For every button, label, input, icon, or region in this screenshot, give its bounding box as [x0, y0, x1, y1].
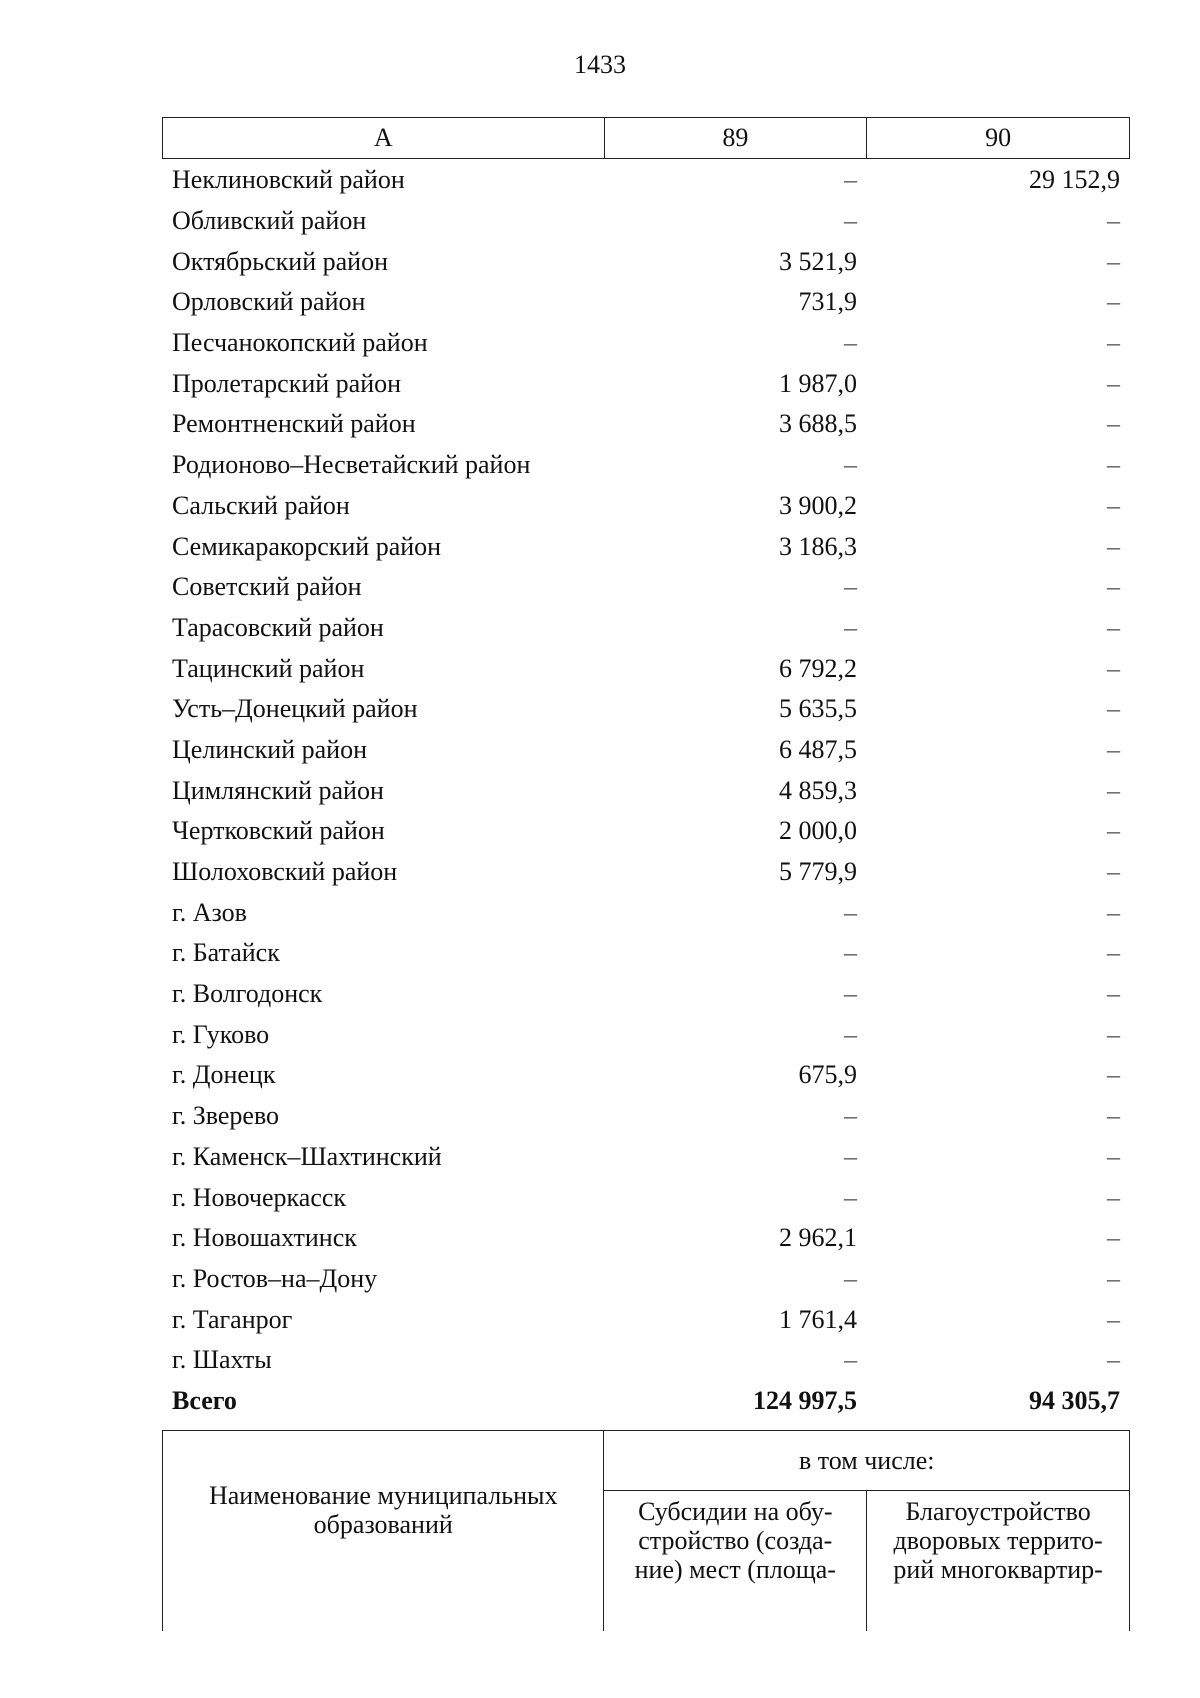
value-90-cell: –: [1107, 897, 1120, 927]
value-90-cell: –: [1107, 1019, 1120, 1049]
municipality-name-cell: Орловский район: [172, 287, 366, 317]
next-table-header: [162, 1430, 1130, 1631]
municipality-name-cell: Обливский район: [172, 206, 367, 236]
municipality-name-cell: г. Новошахтинск: [172, 1223, 357, 1253]
table-row: [162, 1096, 1130, 1137]
column-header-89: 89: [604, 118, 867, 159]
table-row: [162, 445, 1130, 486]
municipality-name-cell: Сальский район: [172, 490, 350, 520]
municipality-name-header-line: Наименование муниципальных: [208, 1481, 558, 1510]
municipality-name-cell: Неклиновский район: [172, 165, 405, 195]
landscaping-header-line: Благоустройство: [905, 1496, 1091, 1526]
value-89-cell: 3 900,2: [779, 490, 857, 520]
value-89-cell: –: [844, 1263, 857, 1293]
landscaping-header-line: дворовых террито-: [893, 1525, 1103, 1555]
value-90-cell: –: [1107, 979, 1120, 1009]
value-89-cell: 124 997,5: [753, 1385, 857, 1415]
value-89-cell: –: [844, 1101, 857, 1131]
value-89-cell: –: [844, 328, 857, 358]
value-90-cell: –: [1107, 775, 1120, 805]
table-row: [162, 1340, 1130, 1381]
table-row: [162, 404, 1130, 445]
table-row: [162, 811, 1130, 852]
table-row: [162, 1014, 1130, 1055]
landscaping-header-line: рий многоквартир-: [893, 1554, 1103, 1584]
municipality-name-header: [163, 1431, 604, 1632]
value-90-cell: –: [1107, 1263, 1120, 1293]
value-90-cell: –: [1107, 246, 1120, 276]
table-row: [162, 282, 1130, 323]
value-90-cell: 94 305,7: [1029, 1385, 1120, 1415]
table-row: [162, 608, 1130, 649]
municipality-name-cell: г. Волгодонск: [172, 979, 323, 1009]
table-row: [162, 1259, 1130, 1300]
municipality-name-cell: г. Азов: [172, 897, 247, 927]
table-row: [162, 933, 1130, 974]
column-header-a: А: [163, 118, 605, 159]
value-90-cell: –: [1107, 1304, 1120, 1334]
municipality-name-cell: Родионово–Несветайский район: [172, 450, 531, 480]
table-row: [162, 1137, 1130, 1178]
municipality-name-cell: Усть–Донецкий район: [172, 694, 418, 724]
value-90-cell: –: [1107, 1060, 1120, 1090]
municipality-name-cell: Пролетарский район: [172, 368, 402, 398]
municipality-name-cell: г. Новочеркасск: [172, 1182, 347, 1212]
value-90-cell: –: [1107, 612, 1120, 642]
value-89-cell: 5 779,9: [779, 857, 857, 887]
value-90-cell: –: [1107, 734, 1120, 764]
subsidies-header-line: стройство (созда-: [638, 1525, 833, 1555]
value-89-cell: –: [844, 897, 857, 927]
municipality-name-cell: Тарасовский район: [172, 612, 384, 642]
value-89-cell: –: [844, 938, 857, 968]
municipality-name-cell: г. Донецк: [172, 1060, 276, 1090]
municipality-name-cell: г. Ростов–на–Дону: [172, 1263, 378, 1293]
table-row: [162, 974, 1130, 1015]
table-row: [162, 892, 1130, 933]
value-89-cell: 3 688,5: [779, 409, 857, 439]
value-90-cell: –: [1107, 368, 1120, 398]
value-89-cell: –: [844, 1141, 857, 1171]
landscaping-header: [867, 1490, 1130, 1631]
value-89-cell: 5 635,5: [779, 694, 857, 724]
municipality-name-cell: Целинский район: [172, 734, 367, 764]
municipality-name-cell: г. Гуково: [172, 1019, 270, 1049]
table-row: [162, 160, 1130, 201]
subsidies-header-line: Субсидии на обу-: [638, 1496, 833, 1526]
value-89-cell: 1 761,4: [779, 1304, 857, 1334]
subsidies-header: [604, 1490, 867, 1631]
table-row: [162, 1218, 1130, 1259]
value-89-cell: –: [844, 450, 857, 480]
data-table-body: [162, 160, 1130, 1421]
value-90-cell: –: [1107, 206, 1120, 236]
table-row: [162, 1055, 1130, 1096]
municipality-name-cell: Всего: [172, 1385, 237, 1415]
municipality-name-cell: Семикаракорский район: [172, 531, 442, 561]
value-89-cell: –: [844, 1182, 857, 1212]
table-row: [162, 363, 1130, 404]
value-90-cell: –: [1107, 531, 1120, 561]
value-90-cell: –: [1107, 1182, 1120, 1212]
value-89-cell: –: [844, 612, 857, 642]
municipality-name-cell: г. Каменск–Шахтинский: [172, 1141, 442, 1171]
value-89-cell: 2 000,0: [779, 816, 857, 846]
table-row: [162, 323, 1130, 364]
value-90-cell: –: [1107, 490, 1120, 520]
value-89-cell: –: [844, 206, 857, 236]
value-89-cell: 3 186,3: [779, 531, 857, 561]
value-89-cell: 2 962,1: [779, 1223, 857, 1253]
value-89-cell: –: [844, 572, 857, 602]
including-header: в том числе:: [604, 1431, 1130, 1491]
value-89-cell: –: [844, 1019, 857, 1049]
value-89-cell: –: [844, 979, 857, 1009]
column-header-90: 90: [867, 118, 1130, 159]
value-90-cell: –: [1107, 816, 1120, 846]
value-90-cell: –: [1107, 287, 1120, 317]
table-header: [162, 117, 1130, 159]
total-row: [162, 1381, 1130, 1422]
municipality-name-cell: Песчанокопский район: [172, 328, 428, 358]
table-row: [162, 201, 1130, 242]
value-90-cell: –: [1107, 694, 1120, 724]
value-89-cell: –: [844, 165, 857, 195]
table-row: [162, 852, 1130, 893]
municipality-name-cell: Тацинский район: [172, 653, 365, 683]
table-row: [162, 689, 1130, 730]
municipality-name-cell: Шолоховский район: [172, 857, 398, 887]
subsidies-header-line: ние) мест (площа-: [634, 1554, 836, 1584]
municipality-name-cell: г. Шахты: [172, 1345, 272, 1375]
municipality-name-cell: Чертковский район: [172, 816, 385, 846]
table-row: [162, 486, 1130, 527]
value-90-cell: –: [1107, 450, 1120, 480]
value-90-cell: 29 152,9: [1029, 165, 1120, 195]
page-number: 1433: [574, 50, 626, 79]
value-90-cell: –: [1107, 1223, 1120, 1253]
table-row: [162, 526, 1130, 567]
value-89-cell: 675,9: [798, 1060, 857, 1090]
table-row: [162, 1177, 1130, 1218]
value-90-cell: –: [1107, 328, 1120, 358]
table-row: [162, 770, 1130, 811]
value-89-cell: 731,9: [798, 287, 857, 317]
value-90-cell: –: [1107, 1101, 1120, 1131]
table-row: [162, 648, 1130, 689]
municipality-name-cell: г. Батайск: [172, 938, 280, 968]
municipality-name-cell: Цимлянский район: [172, 775, 384, 805]
value-90-cell: –: [1107, 572, 1120, 602]
value-90-cell: –: [1107, 409, 1120, 439]
value-90-cell: –: [1107, 1141, 1120, 1171]
table-row: [162, 567, 1130, 608]
municipality-name-cell: Советский район: [172, 572, 362, 602]
table-row: [162, 730, 1130, 771]
municipality-name-cell: Октябрьский район: [172, 246, 388, 276]
municipality-name-cell: Ремонтненский район: [172, 409, 416, 439]
table-row: [162, 1299, 1130, 1340]
value-89-cell: 1 987,0: [779, 368, 857, 398]
value-90-cell: –: [1107, 653, 1120, 683]
municipality-name-header-line: образований: [313, 1510, 453, 1539]
value-89-cell: 6 487,5: [779, 734, 857, 764]
value-90-cell: –: [1107, 857, 1120, 887]
data-table: [162, 160, 1130, 1421]
municipality-name-cell: г. Зверево: [172, 1101, 280, 1131]
value-89-cell: 3 521,9: [779, 246, 857, 276]
value-90-cell: –: [1107, 1345, 1120, 1375]
value-90-cell: –: [1107, 938, 1120, 968]
value-89-cell: –: [844, 1345, 857, 1375]
value-89-cell: 6 792,2: [779, 653, 857, 683]
value-89-cell: 4 859,3: [779, 775, 857, 805]
table-row: [162, 241, 1130, 282]
municipality-name-cell: г. Таганрог: [172, 1304, 293, 1334]
